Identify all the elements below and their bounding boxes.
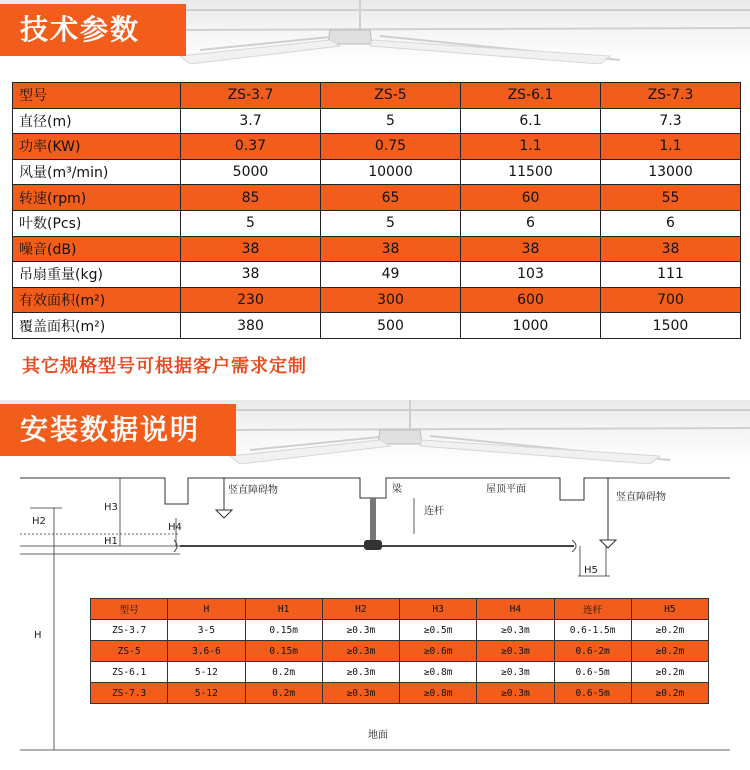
label-h5: H5 (584, 565, 598, 576)
spec-cell: 300 (321, 287, 461, 313)
spec-row (13, 185, 741, 211)
spec-cell: 1500 (601, 313, 741, 339)
install-header-cell: H4 (477, 599, 554, 620)
spec-cell: 1000 (461, 313, 601, 339)
spec-row (13, 210, 741, 236)
spec-row-label: 吊扇重量(kg) (13, 262, 181, 288)
label-beam: 梁 (392, 484, 402, 495)
install-row (91, 641, 709, 662)
label-h2: H2 (32, 516, 46, 527)
spec-row (13, 108, 741, 134)
spec-cell: 5 (321, 210, 461, 236)
spec-cell: 85 (181, 185, 321, 211)
install-cell: ≥0.6m (400, 641, 477, 662)
install-cell: ≥0.5m (400, 620, 477, 641)
spec-row-label: 风量(m³/min) (13, 159, 181, 185)
section-title-specs: 技术参数 (0, 4, 186, 56)
label-h4: H4 (168, 522, 182, 533)
spec-cell: 38 (181, 262, 321, 288)
spec-cell: ZS-5 (321, 83, 461, 109)
spec-cell: 6.1 (461, 108, 601, 134)
spec-row (13, 313, 741, 339)
spec-cell: ZS-3.7 (181, 83, 321, 109)
spec-cell: 6 (601, 210, 741, 236)
install-header-cell: H2 (322, 599, 399, 620)
spec-row (13, 287, 741, 313)
section-header-install (0, 400, 750, 464)
install-header-row (91, 599, 709, 620)
install-cell: ≥0.3m (477, 662, 554, 683)
spec-cell: 111 (601, 262, 741, 288)
spec-row (13, 83, 741, 109)
spec-table (12, 82, 741, 339)
label-roof: 屋顶平面 (486, 484, 526, 495)
install-cell: 5-12 (168, 683, 245, 704)
spec-row-label: 有效面积(m²) (13, 287, 181, 313)
label-ground: 地面 (368, 730, 388, 741)
install-header-cell: 连杆 (554, 599, 631, 620)
install-cell: ≥0.8m (400, 662, 477, 683)
spec-cell: 38 (461, 236, 601, 262)
spec-cell: 38 (181, 236, 321, 262)
install-cell: 0.2m (245, 683, 322, 704)
install-cell: 5-12 (168, 662, 245, 683)
fan-motor (364, 540, 382, 550)
spec-cell: 500 (321, 313, 461, 339)
install-cell: ≥0.3m (477, 683, 554, 704)
label-obstacle-right: 竖直障碍物 (616, 492, 666, 503)
obstacle-left-marker (216, 510, 232, 518)
install-cell: ≥0.2m (631, 662, 708, 683)
install-cell: ZS-3.7 (91, 620, 168, 641)
spec-cell: 11500 (461, 159, 601, 185)
custom-spec-note: 其它规格型号可根据客户需求定制 (22, 356, 307, 377)
install-cell: ≥0.3m (477, 620, 554, 641)
install-table (90, 598, 709, 704)
spec-cell: ZS-6.1 (461, 83, 601, 109)
install-cell: ≥0.3m (322, 641, 399, 662)
install-cell: ≥0.2m (631, 683, 708, 704)
spec-cell: 230 (181, 287, 321, 313)
spec-row-label: 噪音(dB) (13, 236, 181, 262)
spec-cell: 13000 (601, 159, 741, 185)
spec-row (13, 236, 741, 262)
install-cell: 3-5 (168, 620, 245, 641)
spec-row-label: 功率(KW) (13, 134, 181, 160)
install-cell: 0.2m (245, 662, 322, 683)
spec-cell: 3.7 (181, 108, 321, 134)
label-h1: H1 (104, 536, 118, 547)
label-h: H (34, 630, 42, 641)
label-rod: 连杆 (424, 506, 444, 517)
install-cell: 0.15m (245, 620, 322, 641)
spec-cell: 65 (321, 185, 461, 211)
section-title-install: 安装数据说明 (0, 404, 236, 456)
install-header-cell: H5 (631, 599, 708, 620)
install-cell: ZS-7.3 (91, 683, 168, 704)
spec-cell: 5 (321, 108, 461, 134)
spec-row-label: 叶数(Pcs) (13, 210, 181, 236)
spec-row-label: 型号 (13, 83, 181, 109)
spec-cell: 60 (461, 185, 601, 211)
spec-cell: 1.1 (601, 134, 741, 160)
spec-cell: 38 (601, 236, 741, 262)
spec-row (13, 159, 741, 185)
spec-cell: 5 (181, 210, 321, 236)
install-cell: 0.6-1.5m (554, 620, 631, 641)
spec-cell: 6 (461, 210, 601, 236)
install-cell: 3.6-6 (168, 641, 245, 662)
label-obstacle-left: 竖直障碍物 (228, 485, 278, 496)
fan-rod (370, 498, 376, 546)
spec-row (13, 134, 741, 160)
spec-cell: 0.37 (181, 134, 321, 160)
label-h3: H3 (104, 502, 118, 513)
install-row (91, 662, 709, 683)
install-cell: ZS-6.1 (91, 662, 168, 683)
spec-cell: 103 (461, 262, 601, 288)
spec-row-label: 直径(m) (13, 108, 181, 134)
obstacle-right-marker (600, 540, 616, 548)
install-row (91, 620, 709, 641)
install-cell: 0.6-5m (554, 683, 631, 704)
spec-row-label: 转速(rpm) (13, 185, 181, 211)
section-header-specs (0, 0, 750, 64)
spec-cell: 0.75 (321, 134, 461, 160)
install-header-cell: H (168, 599, 245, 620)
spec-row (13, 262, 741, 288)
spec-cell: 55 (601, 185, 741, 211)
install-cell: ≥0.3m (322, 662, 399, 683)
install-cell: ZS-5 (91, 641, 168, 662)
install-cell: ≥0.3m (477, 641, 554, 662)
install-cell: 0.6-5m (554, 662, 631, 683)
spec-cell: ZS-7.3 (601, 83, 741, 109)
install-cell: ≥0.3m (322, 683, 399, 704)
install-header-cell: H1 (245, 599, 322, 620)
install-cell: ≥0.2m (631, 641, 708, 662)
install-cell: 0.15m (245, 641, 322, 662)
spec-cell: 600 (461, 287, 601, 313)
install-row (91, 683, 709, 704)
spec-cell: 5000 (181, 159, 321, 185)
spec-cell: 38 (321, 236, 461, 262)
spec-row-label: 覆盖面积(m²) (13, 313, 181, 339)
spec-cell: 7.3 (601, 108, 741, 134)
install-header-cell: H3 (400, 599, 477, 620)
spec-cell: 700 (601, 287, 741, 313)
install-header-cell: 型号 (91, 599, 168, 620)
install-cell: ≥0.3m (322, 620, 399, 641)
install-cell: ≥0.2m (631, 620, 708, 641)
install-cell: ≥0.8m (400, 683, 477, 704)
spec-cell: 49 (321, 262, 461, 288)
spec-cell: 1.1 (461, 134, 601, 160)
spec-cell: 10000 (321, 159, 461, 185)
install-cell: 0.6-2m (554, 641, 631, 662)
spec-cell: 380 (181, 313, 321, 339)
